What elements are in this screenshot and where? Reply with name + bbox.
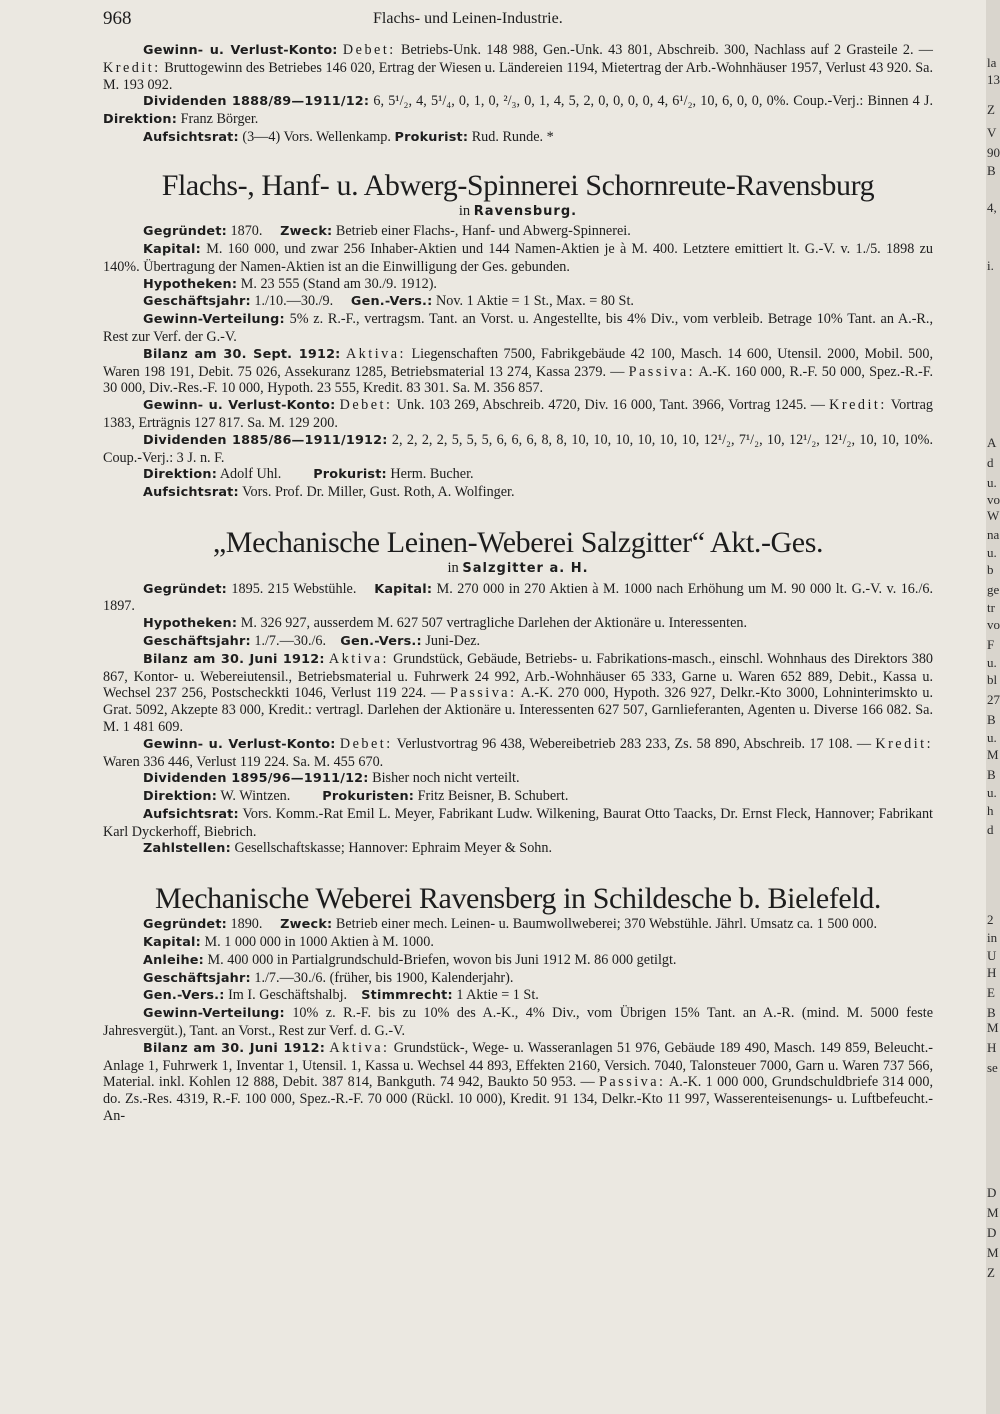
assets-label: Aktiva: — [329, 1039, 390, 1056]
e3-fiscal-year — [103, 970, 933, 988]
e3-founded — [103, 916, 933, 934]
edge-fragment: se — [987, 1060, 998, 1075]
field-text: M. 270 000 in 270 Aktien à M. 1000 nach Erhöhung um M. 90 000 lt. G.-V. v. 16./6. 1897. — [103, 580, 934, 615]
field-text: Rud. Runde. * — [471, 128, 554, 145]
credit-label: Kredit: — [829, 397, 887, 414]
field-label: Bilanz am 30. Juni 1912: — [143, 1040, 326, 1056]
field-text: 2, 2, 2, 2, 5, 5, 5, 6, 6, 6, 8, 8, 10, 10, 10, 10, 10, 10, 12¹/₂, 7¹/₂, 10, 12¹/₂, 12¹/₂, 10, 10, 10%. Coup.-Verj.: 3 J. n. F. — [103, 431, 934, 466]
field-label: Bilanz am 30. Sept. 1912: — [143, 346, 341, 362]
field-label: Gewinn- u. Verlust-Konto: — [143, 398, 336, 414]
edge-fragment: u. — [987, 730, 997, 745]
edge-fragment: b — [987, 562, 994, 577]
edge-fragment: B — [987, 712, 996, 727]
field-label: Zweck: — [280, 917, 333, 933]
field-label: Gegründet: — [143, 581, 227, 597]
edge-fragment: M — [987, 1020, 999, 1035]
field-text: Adolf Uhl. — [219, 466, 282, 483]
field-text: Verlustvortrag 96 438, Webereibetrieb 283 233, Zs. 58 890, Abschreib. 17 108. — — [396, 735, 872, 752]
e2-balance-sheet — [103, 651, 933, 736]
field-label: Geschäftsjahr: — [143, 970, 251, 986]
field-label: Prokurist: — [313, 467, 387, 483]
edge-fragment: u. — [987, 475, 997, 490]
field-label: Dividenden 1895/96—1911/12: — [143, 771, 369, 787]
field-label: Hypotheken: — [143, 616, 238, 632]
e3-balance-sheet — [103, 1040, 933, 1125]
field-label: Stimmrecht: — [361, 988, 453, 1004]
field-label: Gewinn- u. Verlust-Konto: — [143, 736, 336, 752]
running-title: Flachs- und Leinen-Industrie. — [373, 10, 563, 27]
entry-title-ravensberg: Mechanische Weberei Ravensberg in Schildesche b. Bielefeld. — [155, 882, 881, 916]
edge-fragment: u. — [987, 655, 997, 670]
edge-fragment: B — [987, 163, 996, 178]
edge-fragment: u. — [987, 785, 997, 800]
page-body — [103, 42, 933, 1125]
edge-fragment: W — [987, 508, 1000, 523]
field-label: Kapital: — [143, 935, 201, 951]
field-text: W. Wintzen. — [220, 788, 291, 805]
edge-fragment: V — [987, 125, 997, 140]
e1-dividends — [103, 432, 933, 467]
field-label: Hypotheken: — [143, 276, 238, 292]
edge-fragment: na — [987, 527, 1000, 542]
field-text: Bisher noch nicht verteilt. — [372, 770, 520, 787]
field-text: 1./10.—30./9. — [254, 293, 334, 310]
e1-capital — [103, 241, 933, 276]
field-label: Gegründet: — [143, 224, 227, 240]
e3-general-meeting — [103, 987, 933, 1005]
e3-profit-distribution — [103, 1005, 933, 1040]
field-text: Betrieb einer Flachs-, Hanf- und Abwerg-Spinnerei. — [335, 223, 631, 240]
edge-fragment: M — [987, 1205, 999, 1220]
entry-title-schornreute: Flachs-, Hanf- u. Abwerg-Spinnerei Schornreute-Ravensburg — [161, 168, 875, 202]
field-text: Waren 336 446, Verlust 119 224. Sa. M. 455 670. — [103, 753, 384, 770]
location-name: Ravensburg. — [473, 203, 578, 219]
field-label: Gen.-Vers.: — [350, 294, 433, 310]
field-text: Juni-Dez. — [425, 632, 481, 649]
edge-fragment: 2 — [987, 912, 994, 927]
field-text: Gesellschaftskasse; Hannover: Ephraim Meyer & Sohn. — [234, 840, 553, 857]
e2-mortgages — [103, 615, 933, 633]
field-text: 1 Aktie = 1 St. — [456, 987, 539, 1004]
edge-fragment: in — [987, 930, 998, 945]
page-number: 968 — [103, 8, 132, 29]
adjacent-page-edge — [986, 0, 1000, 1414]
e2-paying-agents — [103, 840, 933, 858]
edge-fragment: E — [987, 985, 995, 1000]
field-text: Franz Börger. — [180, 111, 259, 128]
field-text: Betrieb einer mech. Leinen- u. Baumwollweberei; 370 Webstühle. Jährl. Umsatz ca. 1 500 000. — [335, 916, 878, 933]
edge-fragment: M — [987, 747, 999, 762]
e2-profit-loss — [103, 736, 933, 771]
field-text: A.-K. 160 000, R.-F. 50 000, Spez.-R.-F. 30 000, Div.-Res.-F. 10 000, Hypoth. 23 555, Kredit. 83 301. Sa. M. 356 857. — [103, 363, 934, 397]
field-label: Aufsichtsrat: — [143, 485, 239, 501]
edge-fragment: D — [987, 1225, 997, 1240]
field-text: M. 326 927, ausserdem M. 627 507 vertragliche Darlehen der Aktionäre u. Interessenten. — [240, 615, 748, 632]
field-label: Prokuristen: — [322, 789, 415, 805]
e2-management — [103, 788, 933, 806]
field-text: Grundstück-, Wege- u. Wasseranlagen 51 976, Gebäude 189 490, Masch. 149 859, Beleucht.-Anlage 1, Fuhrwerk 1, Inventar 1, Utensil. 1, Kassa u. Wechsel 44 893, Effekten 2160, Versich. 7040, Talonsteuer 7000, Garn u. Waren 737 566, Material. inkl. Kohlen 12 888, Debit. 387 814, Bankguth. 74 942, Baukto 50 953. — — [103, 1039, 933, 1091]
field-text: Vors. Komm.-Rat Emil L. Meyer, Fabrikant Ludw. Wilkening, Baurat Otto Taacks, Dr. Ernst Fleck, Hannover; Fabrikant Karl Dyckerhoff, Biebrich. — [103, 805, 933, 840]
debit-label: Debet: — [339, 397, 393, 414]
field-text: 10% z. R.-F. bis zu 10% des A.-K., 4% Div., vom Übrigen 15% Tant. an A.-R. (mind. M. 5000 feste Jahresvergüt.), Tant. an Vorst., Rest zur Verf. d. G.-V. — [103, 1005, 934, 1040]
field-text: Nov. 1 Aktie = 1 St., Max. = 80 St. — [435, 293, 634, 310]
field-label: Dividenden 1885/86—1911/1912: — [143, 432, 388, 448]
field-label: Zahlstellen: — [143, 841, 231, 857]
field-text: A.-K. 270 000, Hypoth. 326 927, Delkr.-Kto 3000, Lohninterimskto u. Grat. 5092, Akzepte 83 000, Kredit.: vertragl. Darlehen der Aktionäre u. Interessenten 627 507, Garnlieferanten, Agenten u. Diverse 166 082. Sa. M. 1 481 609. — [103, 685, 934, 735]
edge-fragment: 90 — [987, 145, 1000, 160]
edge-fragment: la — [987, 55, 997, 70]
field-text: M. 23 555 (Stand am 30./9. 1912). — [240, 275, 437, 292]
field-label: Anleihe: — [143, 952, 204, 968]
debit-label: Debet: — [339, 735, 393, 752]
e2-fiscal-year — [103, 633, 933, 651]
edge-fragment: Z — [987, 1265, 995, 1280]
e1-mortgages — [103, 276, 933, 294]
field-text: 1./7.—30./6. — [254, 632, 327, 649]
entry-title-salzgitter: „Mechanische Leinen-Weberei Salzgitter“ Akt.-Ges. — [212, 526, 824, 560]
field-label: Aufsichtsrat: — [143, 806, 239, 822]
e2-founded — [103, 581, 933, 616]
field-text: M. 1 000 000 in 1000 Aktien à M. 1000. — [204, 934, 434, 951]
edge-fragment: A — [987, 435, 997, 450]
prev-dividends — [103, 93, 933, 129]
field-label: Direktion: — [143, 467, 218, 483]
edge-fragment: B — [987, 1005, 996, 1020]
edge-fragment: 4, — [987, 200, 997, 215]
e2-dividends — [103, 770, 933, 788]
edge-fragment: d — [987, 822, 994, 837]
e1-balance-sheet — [103, 346, 933, 397]
field-text: 6, 5¹/₂, 4, 5¹/₄, 0, 1, 0, ²/₃, 0, 1, 4, 5, 2, 0, 0, 0, 0, 4, 6¹/₂, 10, 6, 0, 0, 0%. Coup.-Verj.: Binnen 4 J. — [373, 93, 934, 110]
field-text: 1870. — [230, 223, 263, 240]
field-label: Geschäftsjahr: — [143, 633, 251, 649]
field-label: Gewinn-Verteilung: — [143, 312, 285, 328]
location-name: Salzgitter a. H. — [462, 561, 589, 577]
field-label: Aufsichtsrat: — [143, 129, 239, 145]
field-label: Gewinn- u. Verlust-Konto: — [143, 43, 338, 58]
field-text: 1./7.—30./6. (früher, bis 1900, Kalenderjahr). — [254, 969, 514, 986]
location-prefix: in — [458, 202, 471, 219]
field-label: Direktion: — [103, 112, 178, 128]
edge-fragment: H — [987, 1040, 997, 1055]
field-label: Prokurist: — [394, 129, 469, 145]
field-text: 1890. — [230, 916, 263, 933]
field-label: Kapital: — [374, 581, 433, 597]
debit-label: Debet: — [342, 42, 396, 58]
edge-fragment: d — [987, 455, 994, 470]
edge-fragment: B — [987, 767, 996, 782]
e3-capital — [103, 934, 933, 952]
prev-supervisory-board — [103, 129, 933, 147]
liabilities-label: Passiva: — [598, 1074, 666, 1091]
field-text: Fritz Beisner, B. Schubert. — [417, 788, 569, 805]
edge-fragment: i. — [987, 258, 994, 273]
e1-founded — [103, 223, 933, 241]
e3-loan — [103, 952, 933, 970]
field-label: Kapital: — [143, 242, 201, 258]
e1-supervisory-board — [103, 484, 933, 502]
field-text: Vortrag 1383, Erträgnis 127 817. Sa. M. 129 200. — [103, 397, 934, 432]
assets-label: Aktiva: — [345, 345, 406, 362]
edge-fragment: H — [987, 965, 997, 980]
edge-fragment: Z — [987, 102, 995, 117]
edge-fragment: u. — [987, 545, 997, 560]
edge-fragment: 27 — [987, 692, 1000, 707]
liabilities-label: Passiva: — [628, 363, 696, 380]
e1-management — [103, 466, 933, 484]
e1-profit-distribution — [103, 311, 933, 346]
edge-fragment: F — [987, 637, 995, 652]
field-text: Liegenschaften 7500, Fabrikgebäude 42 100, Masch. 14 600, Utensil. 2000, Mobil. 500, Waren 198 191, Debit. 75 026, Assekuranz 1285, Betriebsmaterial 13 274, Kassa 2379. — — [103, 345, 933, 380]
field-text: Herm. Bucher. — [390, 466, 474, 483]
field-label: Gegründet: — [143, 917, 227, 933]
entry-location — [103, 203, 933, 221]
field-label: Dividenden 1888/89—1911/12: — [143, 94, 370, 110]
field-label: Gen.-Vers.: — [143, 988, 225, 1004]
field-text: M. 160 000, und zwar 256 Inhaber-Aktien und 144 Namen-Aktien je à M. 400. Letztere emittiert lt. G.-V. v. 1./5. 1898 zu 140%. Übertragung der Namen-Aktien ist an die Einwilligung der Ges. gebunden. — [103, 241, 933, 275]
edge-fragment: tr — [987, 600, 995, 615]
liabilities-label: Passiva: — [450, 685, 517, 702]
field-label: Gewinn-Verteilung: — [143, 1006, 285, 1022]
field-text: Unk. 103 269, Abschreib. 4720, Div. 16 000, Tant. 3966, Vortrag 1245. — — [396, 397, 825, 414]
e1-profit-loss — [103, 397, 933, 432]
assets-label: Aktiva: — [328, 650, 389, 667]
field-label: Gen.-Vers.: — [340, 633, 422, 649]
field-text: Grundstück, Gebäude, Betriebs- u. Fabrikations-masch., einschl. Wohnhaus des Direktors 380 867, Kontor- u. Webereiutensil., Betriebsmaterial u. Fuhrwerk 24 992, Arb.-Wohnhäuser 65 333, Garne u. Waren 652 889, Debit., Kassa u. Wechsel 237 256, Postscheckkti 1046, Verlust 119 224. — — [103, 650, 934, 702]
edge-fragment: D — [987, 1185, 997, 1200]
field-label: Bilanz am 30. Juni 1912: — [143, 651, 325, 667]
edge-fragment: bl — [987, 672, 998, 687]
prev-profit-loss — [103, 42, 933, 93]
field-text: Betriebs-Unk. 148 988, Gen.-Unk. 43 801, Abschreib. 300, Nachlass auf 2 Grasteile 2. — — [401, 42, 933, 58]
field-label: Zweck: — [280, 224, 333, 240]
e2-supervisory-board — [103, 806, 933, 841]
field-text: 5% z. R.-F., vertragsm. Tant. an Vorst. u. Angestellte, bis 4% Div., vom verbleib. Betrage 10% Tant. an A.-R., Rest zur Verf. der G.-V. — [103, 311, 933, 346]
location-prefix: in — [447, 560, 459, 577]
credit-label: Kredit: — [875, 735, 934, 752]
field-text: Vors. Prof. Dr. Miller, Gust. Roth, A. Wolfinger. — [242, 484, 515, 501]
field-text: (3—4) Vors. Wellenkamp. — [242, 128, 391, 145]
field-text: A.-K. 1 000 000, Grundschuldbriefe 314 000, do. Zs.-Res. 4319, R.-F. 100 000, Spez.-R.-F. 70 000 (Rückl. 10 000), Kredit. 91 134, Delkr.-Kto 11 997, Wasserenteisenungs- u. Luftbefeucht.-An- — [103, 1074, 933, 1125]
field-text: M. 400 000 in Partialgrundschuld-Briefen, wovon bis Juni 1912 M. 86 000 getilgt. — [207, 951, 677, 968]
field-text: Im I. Geschäftshalbj. — [228, 987, 348, 1004]
edge-fragment: ge — [987, 582, 1000, 597]
edge-fragment: vo — [987, 492, 1000, 507]
entry-location — [103, 560, 933, 578]
field-text: 1895. 215 Webstühle. — [231, 580, 357, 597]
credit-label: Kredit: — [103, 59, 161, 76]
edge-fragment: h — [987, 803, 994, 818]
field-label: Geschäftsjahr: — [143, 294, 251, 310]
edge-fragment: U — [987, 948, 997, 963]
edge-fragment: vo — [987, 617, 1000, 632]
field-text: Bruttogewinn des Betriebes 146 020, Ertrag der Wiesen u. Ländereien 1194, Mietertrag der Arb.-Wohnhäuser 1957, Verlust 43 920. Sa. M. 193 092. — [103, 59, 934, 93]
edge-fragment: 13 — [987, 72, 1000, 87]
e1-fiscal-year — [103, 293, 933, 311]
running-header — [103, 8, 663, 32]
field-label: Direktion: — [143, 789, 218, 805]
edge-fragment: M — [987, 1245, 999, 1260]
